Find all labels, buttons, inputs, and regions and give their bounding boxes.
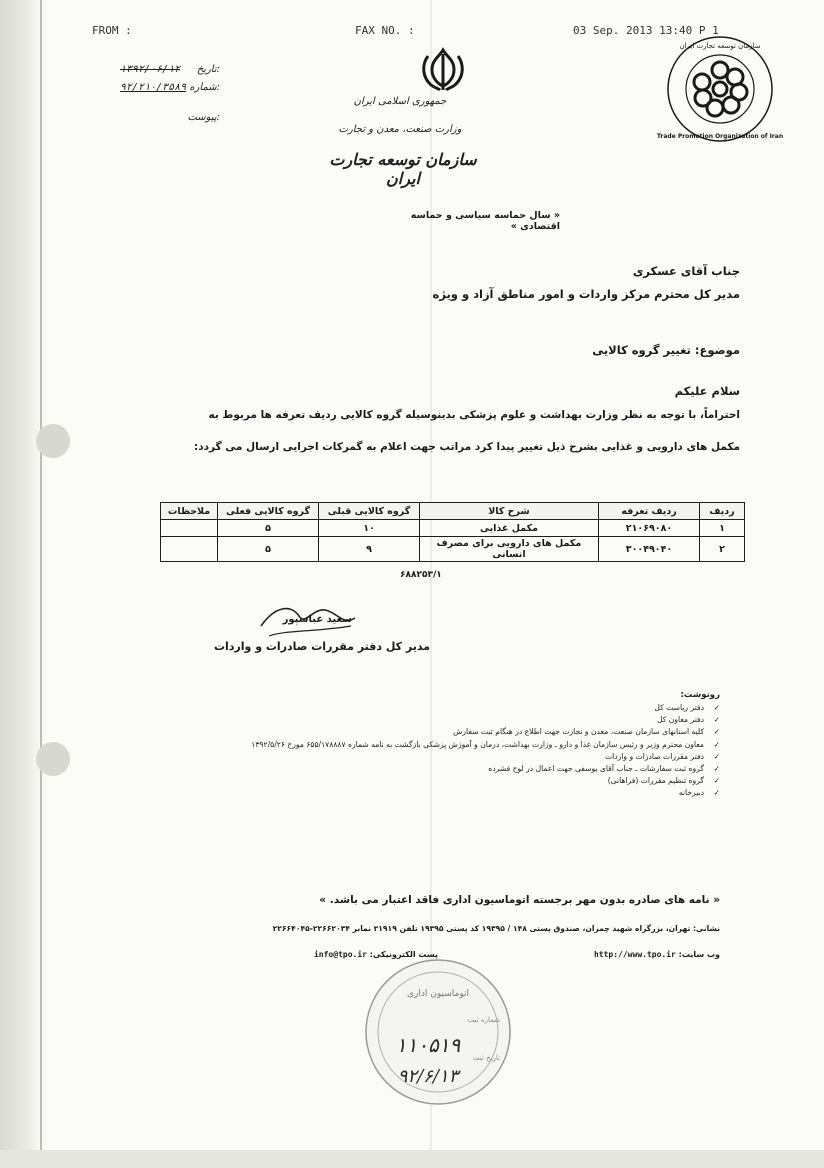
meta-number-label: شماره: xyxy=(189,82,220,93)
year-motto: « سال حماسه سیاسی و حماسه اقتصادی » xyxy=(410,210,560,232)
tpo-logo-latin: Trade Promotion Organization of Iran xyxy=(656,133,784,140)
letterhead-country: جمهوری اسلامی ایران xyxy=(353,96,447,107)
letterhead-ministry: وزارت صنعت، معدن و تجارت xyxy=(338,124,462,135)
fax-from: FROM : xyxy=(92,24,132,37)
cc-item: دفتر مقررات صادرات و واردات xyxy=(605,751,704,761)
cell-row-number: ۱ xyxy=(700,520,745,537)
list-item xyxy=(160,787,720,799)
footer-website-label: وب سایت: xyxy=(678,950,720,959)
list-item xyxy=(160,763,720,775)
tariff-table xyxy=(160,502,745,562)
tpo-logo-text: سازمان توسعه تجارت ایران xyxy=(679,42,761,50)
col-header-current-group: گروه کالایی فعلی xyxy=(218,503,319,520)
punch-hole-bottom xyxy=(36,742,70,776)
col-header-notes: ملاحظات xyxy=(161,503,218,520)
stamp-label-number: شماره ثبت xyxy=(467,1016,500,1024)
cc-list xyxy=(160,702,720,800)
meta-attachment-label: پیوست: xyxy=(187,112,220,123)
col-header-previous-group: گروه کالایی قبلی xyxy=(319,503,420,520)
col-header-row-number: ردیف xyxy=(700,503,745,520)
subject-line: موضوع: تغییر گروه کالایی xyxy=(592,343,740,357)
cell-description: مکمل غذایی xyxy=(420,520,599,537)
footer-address: نشانی: تهران، بزرگراه شهید چمران، صندوق پستی ۱۴۸ / ۱۹۳۹۵ کد پستی ۱۹۳۹۵ تلفن ۲۱۹۱۹ نمابر ۲۲۶۶۲۰۳۴-۲۲۶۶۴۰۴۵ xyxy=(272,924,720,933)
cc-item: گروه تنظیم مقررات (فراهانی) xyxy=(607,776,704,786)
tpo-logo-icon xyxy=(656,34,784,144)
meta-date-value: ۱۳۹۲/۰۶/۱۲ xyxy=(120,64,181,75)
cell-previous-group: ۱۰ xyxy=(319,520,420,537)
cc-item: دفتر ریاست کل xyxy=(654,703,704,712)
footer-email-label: پست الکترونیکی: xyxy=(369,950,438,959)
meta-number-value: ۹۲/۲۱۰/۳۵۸۹ xyxy=(120,82,187,93)
cell-description: مکمل های دارویی برای مصرف انسانی xyxy=(420,537,599,562)
cell-current-group: ۵ xyxy=(218,537,319,562)
check-mark-icon: ✓ xyxy=(713,739,720,749)
stamp-org: اتوماسیون اداری xyxy=(407,989,469,999)
letterhead-organization: سازمان توسعه تجارت ایران xyxy=(329,150,477,188)
table-reference: ۶۸۸۲۵۳/۱ xyxy=(400,570,442,580)
list-item xyxy=(160,775,720,787)
cell-notes xyxy=(161,520,218,537)
check-mark-icon: ✓ xyxy=(713,703,720,712)
col-header-description: شرح کالا xyxy=(420,503,599,520)
cell-tariff: ۲۱۰۶۹۰۸۰ xyxy=(599,520,700,537)
list-item xyxy=(160,751,720,763)
table-row xyxy=(161,520,745,537)
list-item xyxy=(160,702,720,714)
cc-item: کلیه استانهای سازمان صنعت، معدن و تجارت جهت اطلاع در هنگام ثبت سفارش xyxy=(453,727,704,737)
validity-note: « نامه های صادره بدون مهر برجسته اتوماسیون اداری فاقد اعتبار می باشد. » xyxy=(319,894,720,906)
list-item xyxy=(160,739,720,751)
check-mark-icon: ✓ xyxy=(713,788,720,798)
iran-emblem-icon xyxy=(418,46,468,94)
meta-date-label: تاریخ: xyxy=(196,64,220,75)
fax-datetime: 03 Sep. 2013 13:40 P 1 xyxy=(573,24,719,37)
stamp-number: ۱۱۰۵۱۹ xyxy=(395,1033,461,1057)
list-item xyxy=(160,714,720,726)
col-header-tariff: ردیف تعرفه xyxy=(599,503,700,520)
recipient-title: مدیر کل محترم مرکز واردات و امور مناطق آزاد و ویژه xyxy=(432,287,740,301)
cc-item: دبیرخانه xyxy=(678,788,704,798)
registry-stamp-icon xyxy=(362,956,514,1108)
cell-notes xyxy=(161,537,218,562)
scan-fold-line xyxy=(40,0,42,1168)
punch-hole-top xyxy=(36,424,70,458)
check-mark-icon: ✓ xyxy=(713,764,720,774)
stamp-label-date: تاریخ ثبت xyxy=(472,1054,500,1062)
cc-item: گروه ثبت سفارشات ـ جناب آقای یوسفی جهت اعمال در لوح فشرده xyxy=(488,764,704,774)
signature-name: سعید عباسپور xyxy=(282,614,352,625)
table-row xyxy=(161,537,745,562)
greeting: سلام علیکم xyxy=(674,384,740,398)
scan-bottom-edge xyxy=(0,1150,824,1168)
cell-current-group: ۵ xyxy=(218,520,319,537)
cell-row-number: ۲ xyxy=(700,537,745,562)
table-header-row xyxy=(161,503,745,520)
check-mark-icon: ✓ xyxy=(713,715,720,725)
footer-website: http://www.tpo.ir xyxy=(593,950,676,959)
body-line-2: مکمل های دارویی و غذایی بشرح ذیل تغییر پیدا کرد مراتب جهت اعلام به گمرکات اجرایی ارسال می گردد: xyxy=(194,441,740,453)
cc-item: دفتر معاون کل xyxy=(657,715,704,725)
cc-item: معاون محترم وزیر و رئیس سازمان غذا و دارو ـ وزارت بهداشت، درمان و آموزش پزشکی بازگشت به نامه شماره ۶۵۵/۱۷۸۸۸۷ مورخ ۱۳۹۲/۵/۲۶ xyxy=(251,739,704,749)
cell-tariff: ۳۰۰۴۹۰۴۰ xyxy=(599,537,700,562)
check-mark-icon: ✓ xyxy=(713,727,720,737)
stamp-date: ۹۲/۶/۱۳ xyxy=(397,1066,459,1087)
list-item xyxy=(160,726,720,738)
check-mark-icon: ✓ xyxy=(713,751,720,761)
signature-title: مدیر کل دفتر مقررات صادرات و واردات xyxy=(213,640,430,653)
cell-previous-group: ۹ xyxy=(319,537,420,562)
body-line-1: احتراماً، با توجه به نظر وزارت بهداشت و علوم پزشکی بدینوسیله گروه کالایی ردیف تعرفه ها مربوط به xyxy=(208,409,740,421)
fax-number: FAX NO. : xyxy=(355,24,415,37)
cc-title: رونوشت: xyxy=(680,690,720,700)
check-mark-icon: ✓ xyxy=(713,776,720,786)
footer-email: info@tpo.ir xyxy=(313,950,367,959)
recipient-name: جناب آقای عسکری xyxy=(632,264,740,278)
